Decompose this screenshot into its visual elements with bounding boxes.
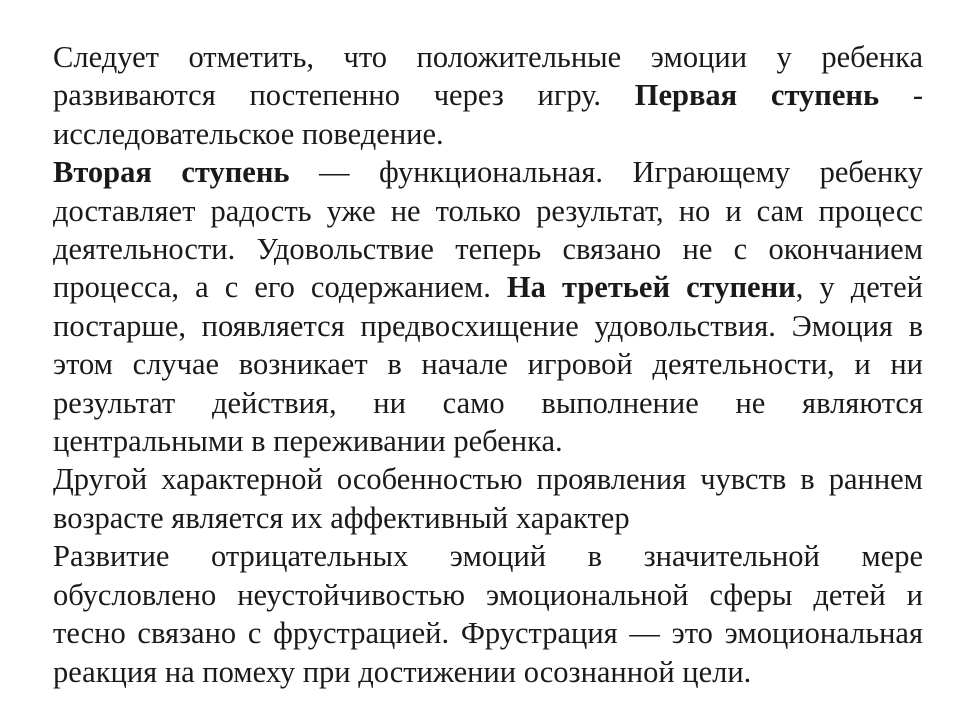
text-run: - исследовательское поведение. xyxy=(53,78,923,151)
bold-term-second-stage: Вторая ступень xyxy=(53,155,290,190)
paragraph-second-third-stage xyxy=(53,153,923,460)
paragraph-negative-emotions xyxy=(53,537,923,691)
slide-text-body xyxy=(53,38,923,691)
bold-term-third-stage: На третьей ступени xyxy=(506,270,796,305)
paragraph-affective-character xyxy=(53,460,923,537)
paragraph-play-stages xyxy=(53,38,923,153)
text-run: Следует отметить, что положительные эмоции у ребенка развиваются постепенно через игру. xyxy=(53,40,923,113)
text-run: — функциональная. Играющему ребенку доставляет радость уже не только результат, но и сам процесс деятельности. Удовольствие теперь связано не с окончанием процесса, а с его содержанием. xyxy=(53,155,923,305)
text-run: Развитие отрицательных эмоций в значительной мере обусловлено неустойчивостью эмоциональной сферы детей и тесно связано с фрустрацией. Фрустрация — это эмоциональная реакция на помеху при достижении осознанной цели. xyxy=(53,539,923,689)
text-run: Другой характерной особенностью проявления чувств в раннем возрасте является их аффективный характер xyxy=(53,462,923,535)
text-run: , у детей постарше, появляется предвосхищение удовольствия. Эмоция в этом случае возникает в начале игровой деятельности, и ни результат действия, ни само выполнение не являются центральными в переживании ребенка. xyxy=(53,270,923,459)
bold-term-first-stage: Первая ступень xyxy=(634,78,880,113)
